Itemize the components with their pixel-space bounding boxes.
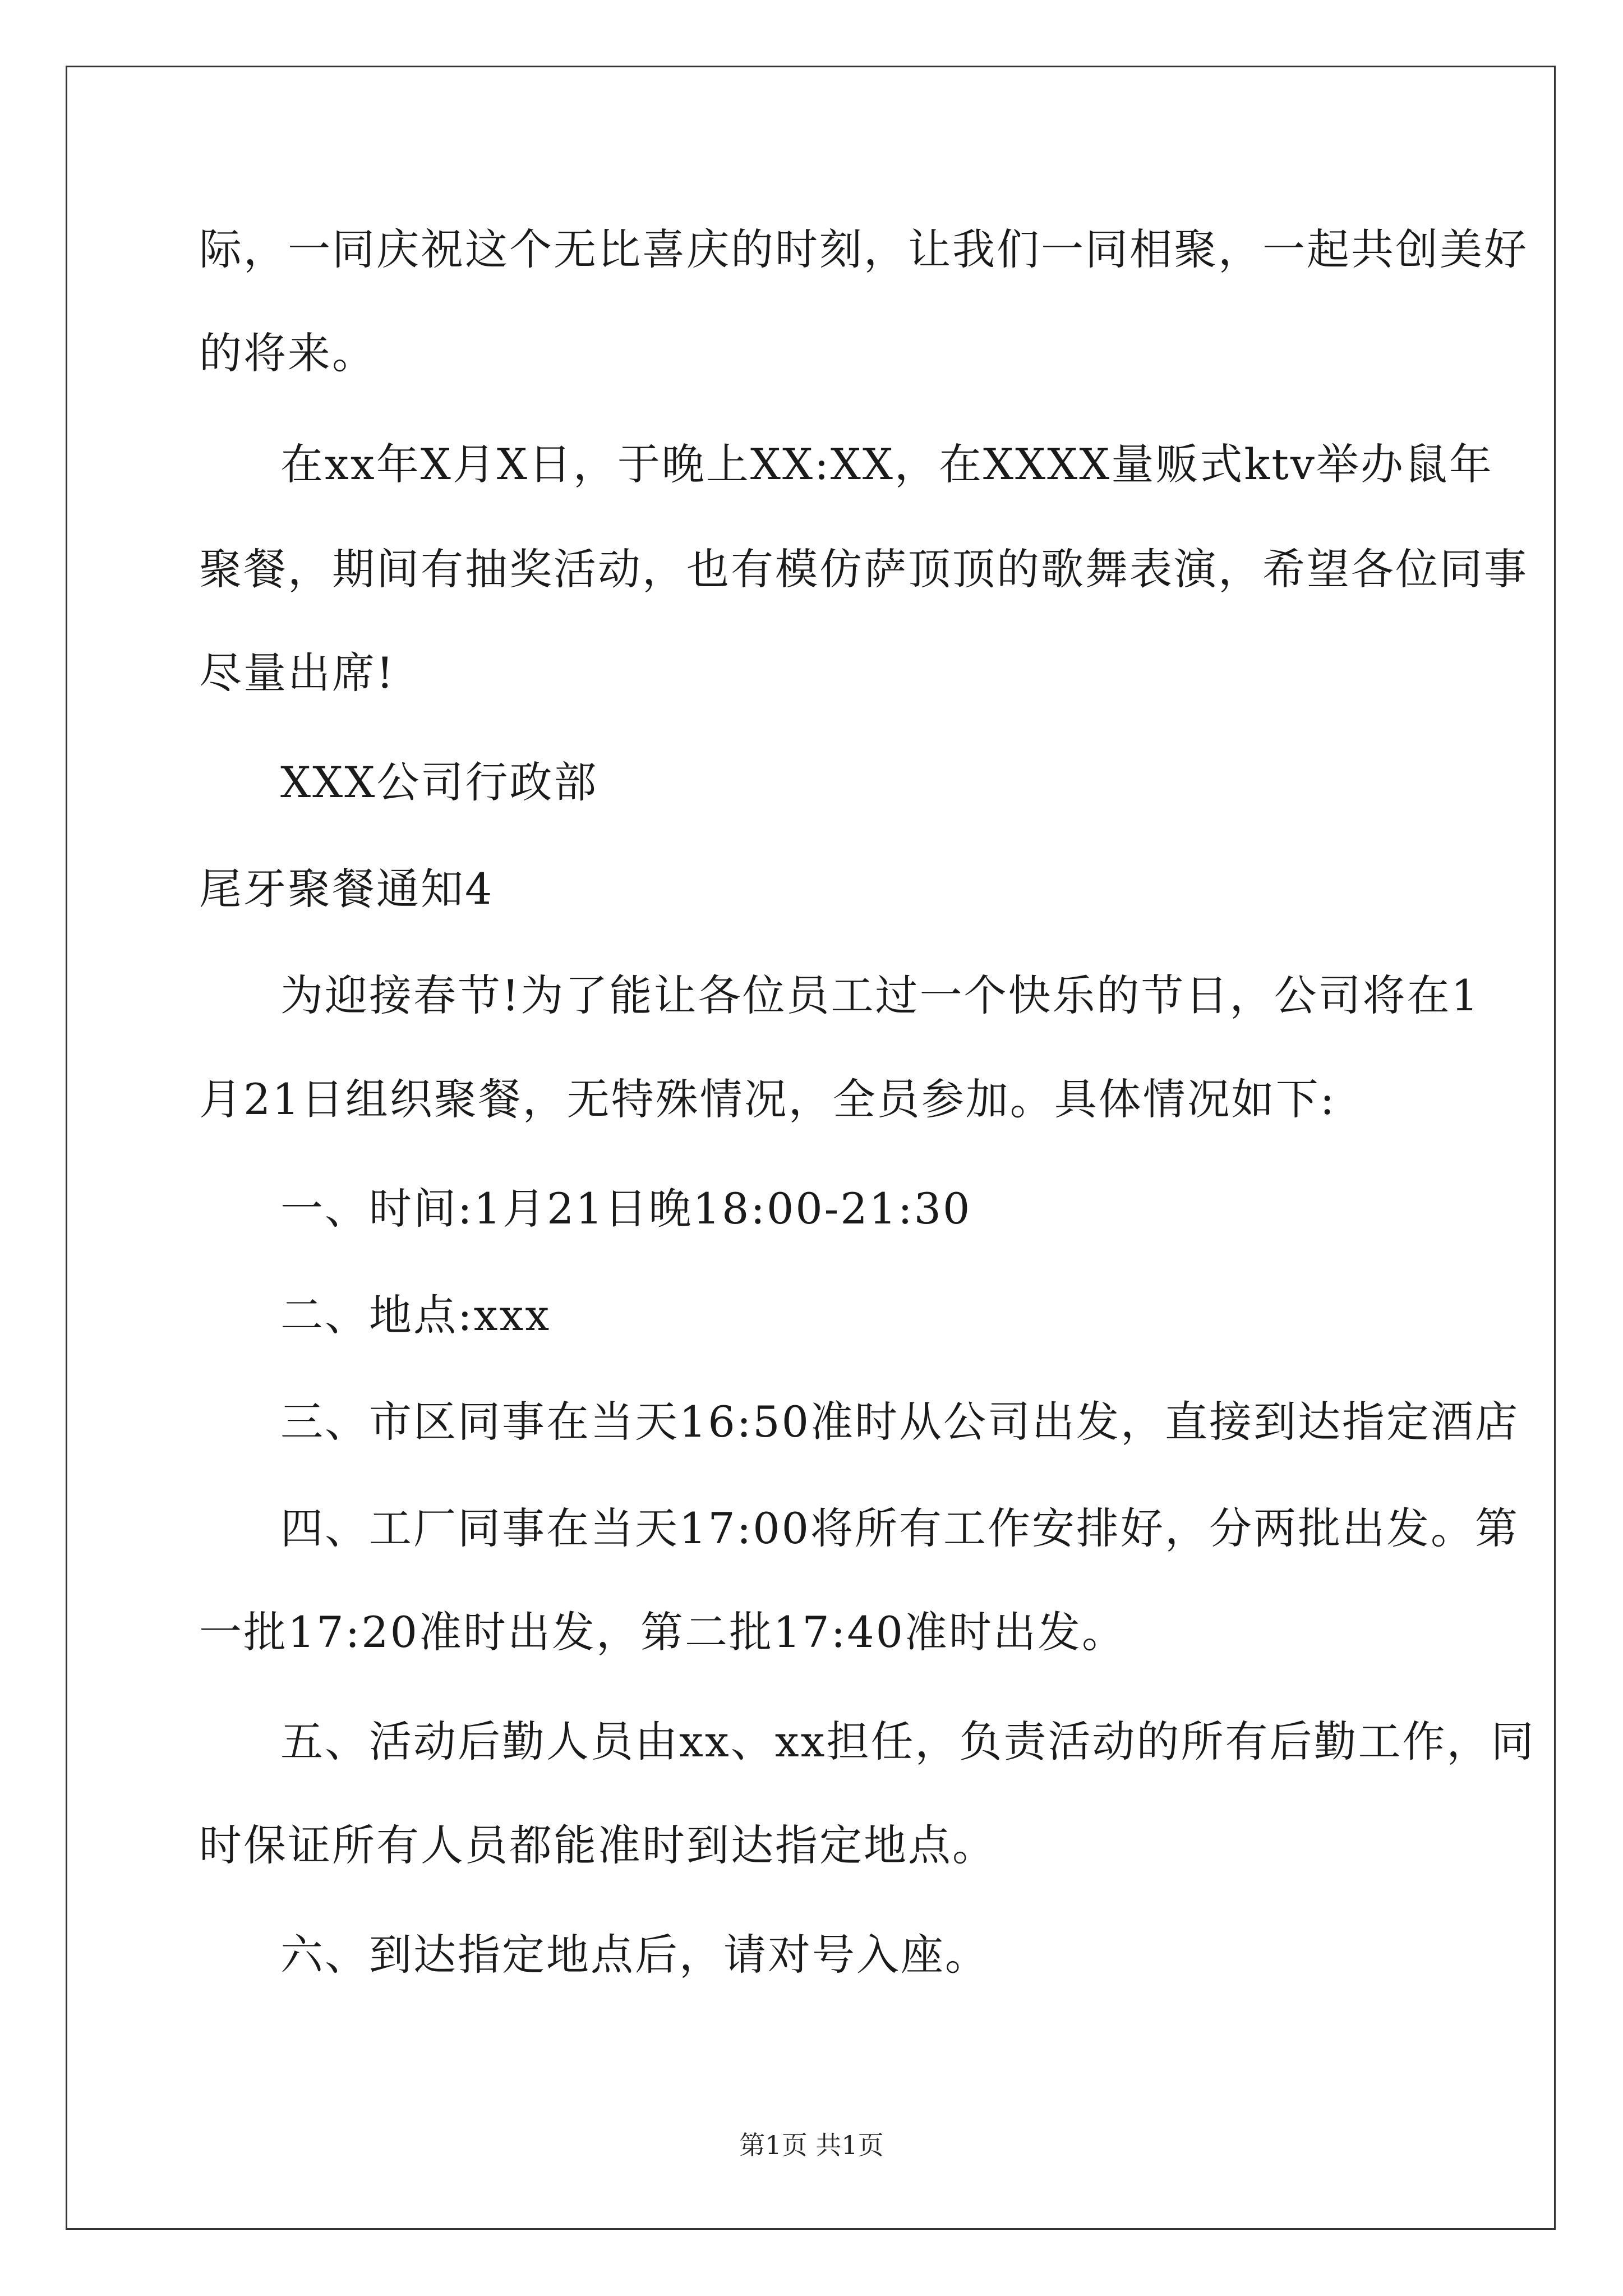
list-item-factory-staff: 四、工厂同事在当天17:00将所有工作安排好，分两批出发。第 bbox=[280, 1503, 1520, 1553]
paragraph-line: 月21日组织聚餐，无特殊情况，全员参加。具体情况如下: bbox=[199, 1074, 1336, 1124]
list-item-location: 二、地点:xxx bbox=[280, 1290, 551, 1340]
paragraph-line: 在xx年X月X日，于晚上XX:XX，在XXXX量贩式ktv举办鼠年 bbox=[280, 439, 1493, 489]
list-item-logistics: 五、活动后勤人员由xx、xx担任，负责活动的所有后勤工作，同 bbox=[280, 1717, 1536, 1766]
paragraph-line: 的将来。 bbox=[199, 328, 376, 378]
paragraph-line: 聚餐，期间有抽奖活动，也有模仿萨顶顶的歌舞表演，希望各位同事 bbox=[199, 544, 1528, 594]
section-heading: 尾牙聚餐通知4 bbox=[199, 864, 494, 914]
paragraph-line: 尽量出席! bbox=[199, 648, 395, 698]
signature-line: XXX公司行政部 bbox=[280, 757, 598, 807]
paragraph-line: 一批17:20准时出发，第二批17:40准时出发。 bbox=[199, 1607, 1127, 1657]
page-footer: 第1页 共1页 bbox=[739, 2130, 884, 2160]
list-item-time: 一、时间:1月21日晚18:00-21:30 bbox=[280, 1184, 972, 1234]
list-item-seating: 六、到达指定地点后，请对号入座。 bbox=[280, 1930, 989, 1980]
list-item-city-staff: 三、市区同事在当天16:50准时从公司出发，直接到达指定酒店 bbox=[280, 1397, 1520, 1447]
paragraph-line: 为迎接春节!为了能让各位员工过一个快乐的节日，公司将在1 bbox=[280, 970, 1480, 1020]
paragraph-line: 际，一同庆祝这个无比喜庆的时刻，让我们一同相聚，一起共创美好 bbox=[199, 224, 1528, 274]
page-border bbox=[66, 66, 1556, 2230]
paragraph-line: 时保证所有人员都能准时到达指定地点。 bbox=[199, 1820, 997, 1870]
